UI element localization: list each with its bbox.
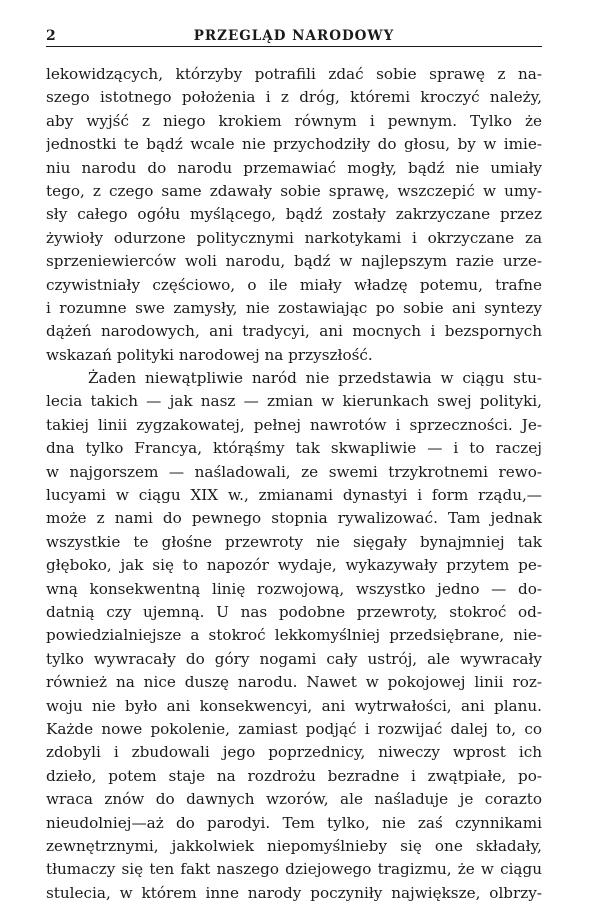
text-line: wszystkie te głośne przewroty nie sięgały bynajmniej tak xyxy=(46,532,542,551)
text-line: takiej linii zygzakowatej, pełnej nawrotów i sprzeczności. Je- xyxy=(46,415,542,434)
text-line: aby wyjść z niego krokiem równym i pewnym. Tylko że xyxy=(46,111,542,130)
text-line: w najgorszem — naśladowali, ze swemi trzykrotnemi rewo- xyxy=(46,462,542,481)
text-line: lecia takich — jak nasz — zmian w kierunkach swej polityki, xyxy=(46,392,542,411)
text-line: sły całego ogółu myślącego, bądź zostały zakrzyczane przez xyxy=(46,205,542,224)
text-line: Każde nowe pokolenie, zamiast podjąć i rozwijać dalej to, co xyxy=(46,719,542,738)
text-line: stulecia, w którem inne narody poczyniły największe, olbrzy- xyxy=(46,883,542,902)
text-line: może z nami do pewnego stopnia rywalizować. Tam jednak xyxy=(46,509,542,528)
text-line: również na nice duszę narodu. Nawet w pokojowej linii roz- xyxy=(46,673,542,692)
text-line: datnią czy ujemną. U nas podobne przewroty, stokroć od- xyxy=(46,602,542,621)
text-line: głęboko, jak się to napozór wydaje, wykazywały przytem pe- xyxy=(46,556,542,575)
text-line: tego, z czego same zdawały sobie sprawę, wszczepić w umy- xyxy=(46,181,542,200)
running-head: PRZEGLĄD NARODOWY xyxy=(193,28,395,44)
text-line: niu narodu do narodu przemawiać mogły, bądź nie umiały xyxy=(46,158,542,177)
text-line: lucyami w ciągu XIX w., zmianami dynastyi i form rządu,— xyxy=(46,486,542,505)
text-line: dążeń narodowych, ani tradycyi, ani mocnych i bezspornych xyxy=(46,322,542,341)
text-line: tłumaczy się ten fakt naszego dziejowego tragizmu, że w ciągu xyxy=(46,860,542,879)
text-line: dna tylko Francya, którąśmy tak skwapliwie — i to raczej xyxy=(46,439,542,458)
text-line: żywioły odurzone politycznymi narkotykami i okrzyczane za xyxy=(46,228,542,247)
paragraph-2 xyxy=(46,367,542,905)
body-text xyxy=(46,63,542,905)
text-line: nieudolniej—aż do parodyi. Tem tylko, nie zaś czynnikami xyxy=(46,813,542,832)
text-line: dzieło, potem staje na rozdrożu bezradne i zwątpiałe, po- xyxy=(46,766,542,785)
text-line: lekowidzących, którzyby potrafili zdać sobie sprawę z na- xyxy=(46,65,542,83)
text-line: i rozumne swe zamysły, nie zostawiając po sobie ani syntezy xyxy=(46,298,542,317)
text-line: jednostki te bądź wcale nie przychodziły do głosu, by w imie- xyxy=(46,135,542,154)
text-line: zewnętrznymi, jakkolwiek niepomyślnieby się one składały, xyxy=(46,836,542,855)
text-line: woju nie było ani konsekwencyi, ani wytrwałości, ani planu. xyxy=(46,696,542,715)
paragraph-1 xyxy=(46,63,542,367)
text-line: wskazań polityki narodowej na przyszłość. xyxy=(46,345,373,364)
text-line: tylko wywracały do góry nogami cały ustrój, ale wywracały xyxy=(46,649,542,668)
text-line: zdobyli i zbudowali jego poprzednicy, niweczy wprost ich xyxy=(46,743,542,762)
header-rule xyxy=(46,46,542,47)
text-line: powiedzialniejsze a stokroć lekkomyślniej przedsiębrane, nie- xyxy=(46,626,542,645)
page-number: 2 xyxy=(46,28,56,44)
text-line: wraca znów do dawnych wzorów, ale naśladuje je corazto xyxy=(46,790,542,809)
text-line: czywistniały częściowo, o ile miały władzę potemu, trafne xyxy=(46,275,542,294)
text-line: wną konsekwentną linię rozwojową, wszystko jedno — do- xyxy=(46,579,542,598)
text-line: szego istotnego położenia i z dróg, któremi kroczyć należy, xyxy=(46,88,542,107)
text-line: Żaden niewątpliwie naród nie przedstawia w ciągu stu- xyxy=(88,369,542,388)
text-line: sprzeniewierców woli narodu, bądź w najlepszym razie urze- xyxy=(46,252,542,271)
